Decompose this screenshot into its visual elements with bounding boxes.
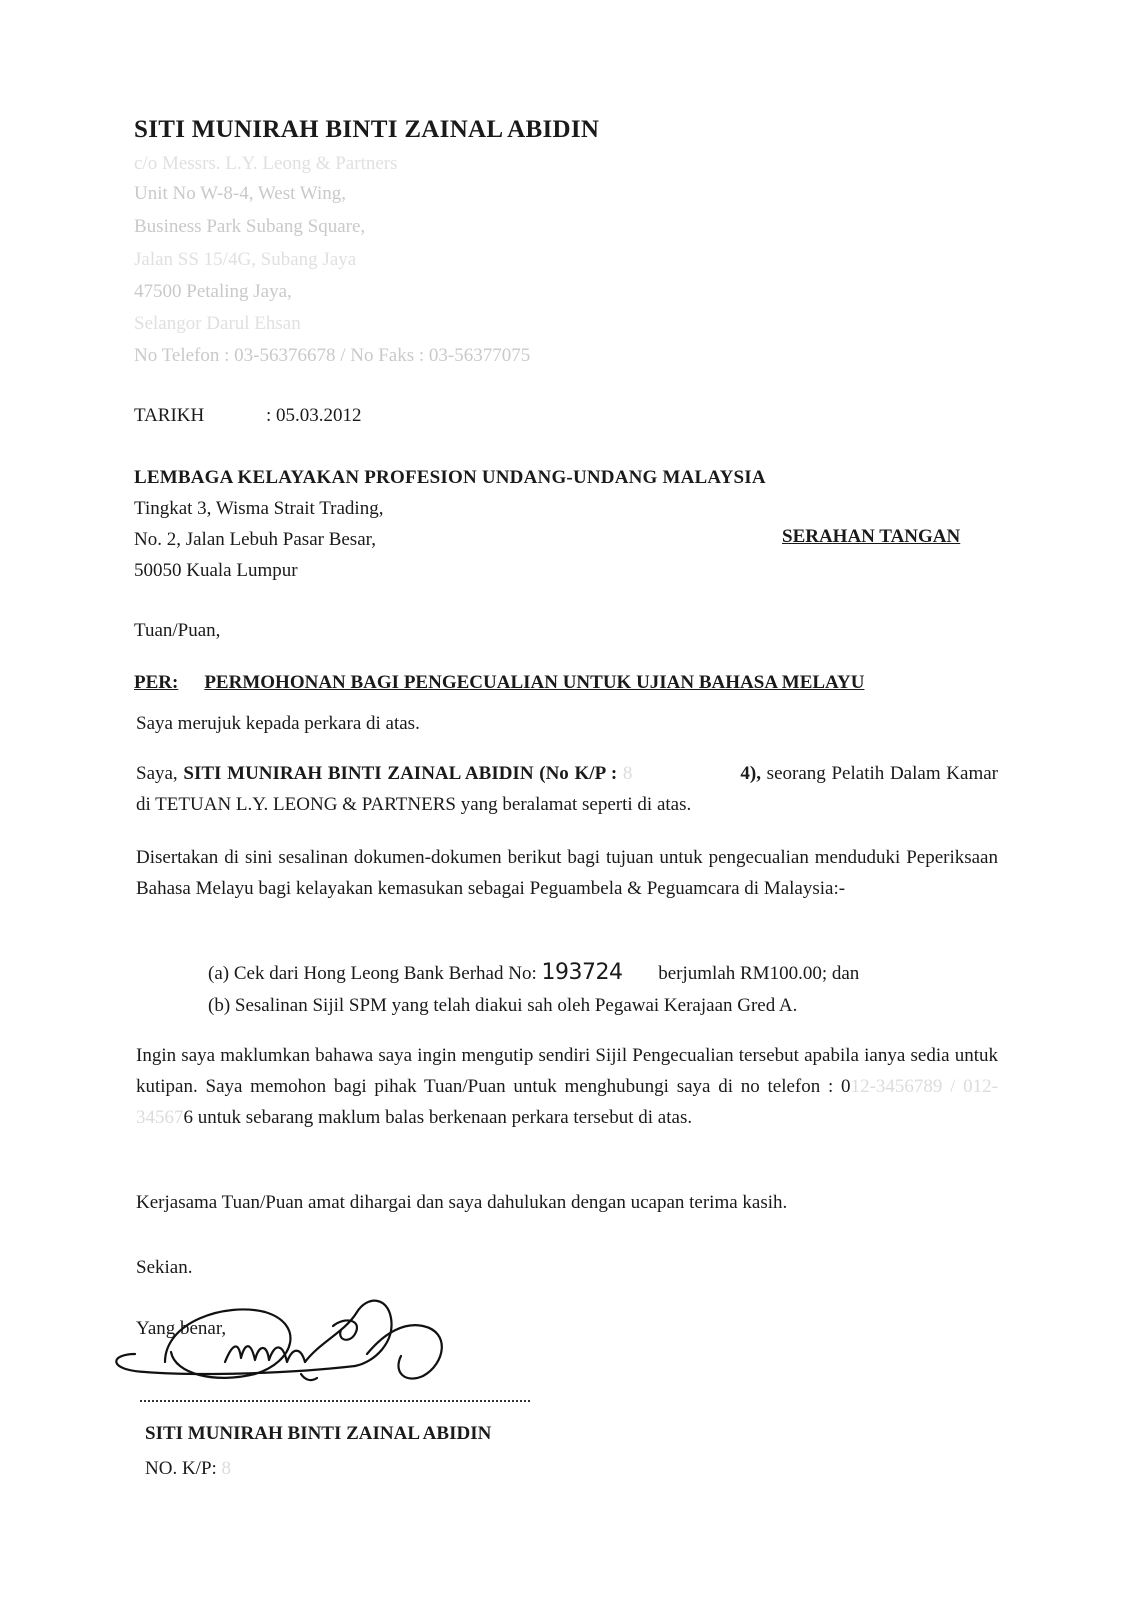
handover-note: SERAHAN TANGAN (782, 526, 961, 547)
signer-id (145, 1455, 231, 1483)
signoff-greeting: Yang benar, (136, 1318, 227, 1339)
signature-icon (105, 1282, 485, 1392)
recipient-address-line: Tingkat 3, Wisma Strait Trading, (134, 498, 384, 519)
salutation: Tuan/Puan, (134, 620, 221, 641)
sender-address-line-5: 47500 Petaling Jaya, (134, 281, 292, 302)
intro-rest: seorang Pelatih Dalam Kamar di TETUAN L.Y. LEONG & PARTNERS yang beralamat seperti di atas. (136, 763, 999, 815)
list-item (208, 990, 998, 1022)
date-label: TARIKH (134, 405, 205, 426)
collection-text: Ingin saya maklumkan bahawa saya ingin mengutip sendiri Sijil Pengecualian tersebut apabila ianya sedia untuk kutipan. Saya memohon bagi pihak Tuan/Puan untuk menghubungi saya di no telefon : 0 (136, 1045, 998, 1097)
sender-name: SITI MUNIRAH BINTI ZAINAL ABIDIN (134, 116, 600, 143)
paragraph-collection (136, 1040, 998, 1133)
recipient-org: LEMBAGA KELAYAKAN PROFESION UNDANG-UNDANG MALAYSIA (134, 467, 766, 488)
date-row (134, 402, 362, 430)
list-item (208, 957, 998, 990)
recipient-address-line: 50050 Kuala Lumpur (134, 560, 298, 581)
subject-title: PERMOHONAN BAGI PENGECUALIAN UNTUK UJIAN BAHASA MELAYU (204, 672, 865, 693)
signer-id-label: NO. K/P: (145, 1458, 217, 1479)
subject-line (134, 669, 864, 697)
signature-line (140, 1400, 530, 1402)
paragraph-enclosures: Disertakan di sini sesalinan dokumen-dokumen berikut bagi tujuan untuk pengecualian menduduki Peperiksaan Bahasa Melayu bagi kelayakan kemasukan sebagai Peguambela & Peguamcara di Malaysia:- (136, 847, 998, 899)
subject-prefix: PER: (134, 672, 179, 693)
date-value: : 05.03.2012 (266, 405, 362, 426)
redacted-phone-number: 12-3456789 / 012-34567 (136, 1076, 999, 1128)
sender-address-line-4: Jalan SS 15/4G, Subang Jaya (134, 249, 357, 270)
sender-address-line-3: Business Park Subang Square, (134, 216, 366, 237)
handwritten-cheque-number: 193724 (541, 960, 623, 985)
sender-address-line-2: Unit No W-8-4, West Wing, (134, 183, 346, 204)
list-item-text: Sesalinan Sijil SPM yang telah diakui sah oleh Pegawai Kerajaan Gred A. (234, 995, 798, 1016)
paragraph-introduction (136, 758, 998, 820)
sender-phone-fax: No Telefon : 03-56376678 / No Faks : 03-56377075 (134, 345, 531, 366)
signer-name: SITI MUNIRAH BINTI ZAINAL ABIDIN (145, 1423, 492, 1444)
list-marker: (a) (208, 963, 230, 984)
redacted-id-number: 8 (622, 763, 633, 784)
closing: Sekian. (136, 1257, 193, 1278)
sender-address-line-1: c/o Messrs. L.Y. Leong & Partners (134, 153, 398, 174)
list-item-text: Cek dari Hong Leong Bank Berhad No: (233, 963, 537, 984)
list-marker: (b) (208, 995, 231, 1016)
redacted-signer-id: 8 (221, 1458, 232, 1479)
paragraph-reference: Saya merujuk kepada perkara di atas. (136, 713, 420, 734)
recipient-address-line: No. 2, Jalan Lebuh Pasar Besar, (134, 529, 376, 550)
enclosure-list (208, 957, 998, 1022)
collection-text-after: 6 untuk sebarang maklum balas berkenaan perkara tersebut di atas. (183, 1107, 693, 1128)
intro-lead: Saya, (136, 763, 184, 784)
paragraph-thanks: Kerjasama Tuan/Puan amat dihargai dan saya dahulukan dengan ucapan terima kasih. (136, 1192, 788, 1213)
sender-address-line-6: Selangor Darul Ehsan (134, 313, 301, 334)
id-number-end: 4), (740, 763, 761, 784)
applicant-name-id: SITI MUNIRAH BINTI ZAINAL ABIDIN (No K/P : (183, 763, 623, 784)
list-item-text-after: berjumlah RM100.00; dan (658, 963, 860, 984)
recipient-block (134, 462, 766, 586)
